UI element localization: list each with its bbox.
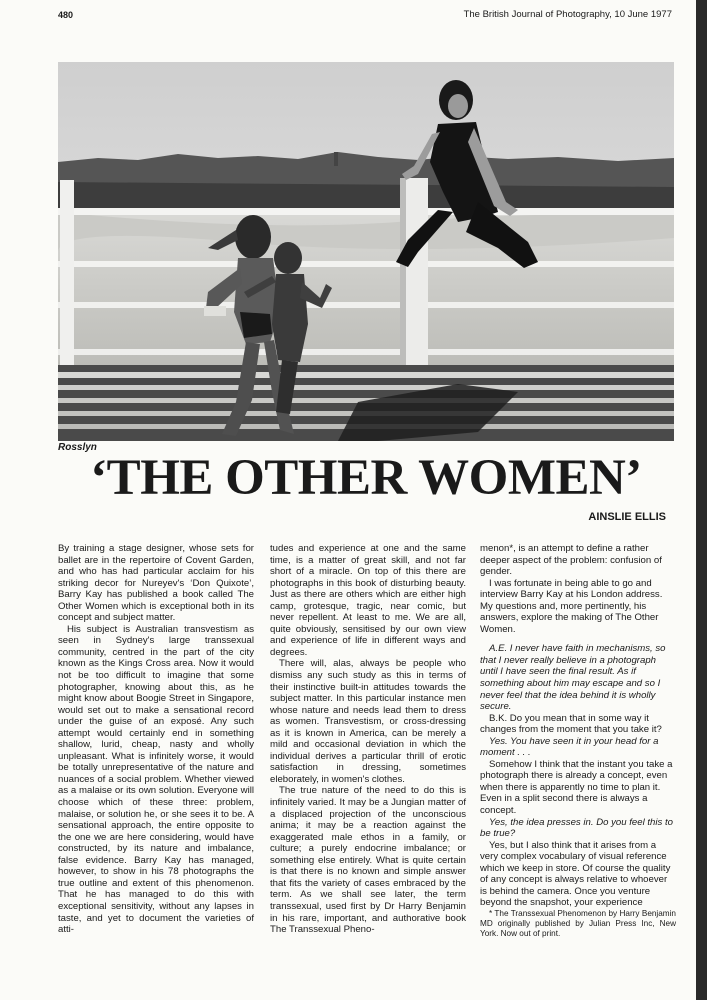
paragraph: By training a stage designer, whose sets for ballet are in the repertoire of Covent Garden, and who has had particular acclaim for his striking decor for Nureyev's ‘Don Quixote’, Barry Kay has published a book called The Other Women which is exceptional both in its concept and subject matter. [58, 543, 254, 624]
rosslyn-photograph [58, 62, 674, 441]
footnote: * The Transsexual Phenomenon by Harry Benjamin MD originally published by Julian Press Inc, New York. Now out of print. [480, 908, 676, 938]
page-number: 480 [58, 10, 74, 20]
page-edge [696, 0, 707, 1000]
paragraph: tudes and experience at one and the same time, is a matter of great skill, and not far short of a miracle. On top of this there are photographs in this book of disturbing beauty. Just as there are others which are either high camp, grotesque, tragic, near comic, but never repellent. At least to me. We are all, quite obviously, sensitised by our own view and experience of life in different ways and degrees. [270, 543, 466, 658]
article-column-3 [480, 543, 676, 939]
journal-header: The British Journal of Photography, 10 June 1977 [463, 9, 672, 20]
interview-line: A.E. I never have faith in mechanisms, so that I never really believe in a photograph until I have seen the final result. As if something about him may escape and so I never feel that the idea behind it is wholly secure. [480, 643, 666, 713]
paragraph: I was fortunate in being able to go and interview Barry Kay at his London address. My questions and, more pertinently, his answers, explore the making of The Other Women. [480, 577, 663, 635]
paragraph: The true nature of the need to do this is infinitely varied. It may be a Jungian matter of a displaced projection of the unconscious anima; it may be a reaction against the exaggerated male ethos in a family, or culture; a purely endocrine imbalance; or something else entirely. What is quite certain is that there is no known and simple answer that fits the variety of cases embraced by the term. As we shall see later, the term transsexual, used first by Dr Harry Benjamin in his rare, important, and authorative book The Transsexual Pheno- [270, 785, 466, 936]
paragraph: There will, alas, always be people who dismiss any such study as this in terms of their instinctive built-in attitudes towards the subject matter. In this particular instance men whose nature and needs lead them to dress as women. Transvestism, or cross-dressing as it is known in America, can be merely a mild and occasional deviation in which the individual derives a particular thrill of erotic satisfaction in dressing, sometimes eleborately, in women's clothes. [270, 658, 466, 785]
article-author: AINSLIE ELLIS [588, 511, 666, 523]
photo-caption: Rosslyn [58, 442, 97, 453]
interview-line: B.K. Do you mean that in some way it changes from the moment that you take it? [480, 712, 662, 736]
interview-line: Yes. You have seen it in your head for a moment . . . [480, 735, 659, 759]
article-title: ‘THE OTHER WOMEN’ [90, 450, 642, 506]
paragraph: menon*, is an attempt to define a rather deeper aspect of the problem: confusion of gender. [480, 543, 662, 578]
article-column-2 [270, 543, 466, 936]
interview-line: Yes, but I also think that it arises from a very complex vocabulary of visual reference which we keep in store. Of course the quality of any concept is always relative to whoever is behind the camera. Once you venture beyond the snapshot, your experience [480, 839, 671, 909]
paragraph: His subject is Australian transvestism as seen in Sydney's large transsexual community, centred in the part of the city known as the Kings Cross area. Now it would not be too difficult to imagine that some photographer, knowing about this, as he might know about Boogie Street in Singapore, would set out to make a sensational record under the guise of an exposé. Any such attempt would certainly end in something shallow, lurid, cheap, nasty and wholly unpleasant. What is infinitely worse, it would be totally unrepresentative of the nature and nuances of a social problem. Whether viewed as a malaise or its own solution. Everyone will choose which of these three: problem, malaise, or solution he, or she sees it to be. A sensational approach, the entire opposite to the one we are here considering, would have constructed, by its nature and imbalance, false evidence. Barry Kay has managed, however, to show in his 78 photographs the true outline and extent of this phenomenon. That he has managed to do this with exceptional sensitivity, without any lapses in taste, and yet to document the varieties of atti- [58, 623, 254, 936]
article-column-1 [58, 543, 254, 936]
photograph-illustration [58, 62, 674, 441]
interview-line: Somehow I think that the instant you take a photograph there is already a concept, even when there is apparently no time to plan it. Even in a split second there is always a concept. [480, 758, 673, 817]
interview-line: Yes, the idea presses in. Do you feel this to be true? [480, 816, 673, 840]
